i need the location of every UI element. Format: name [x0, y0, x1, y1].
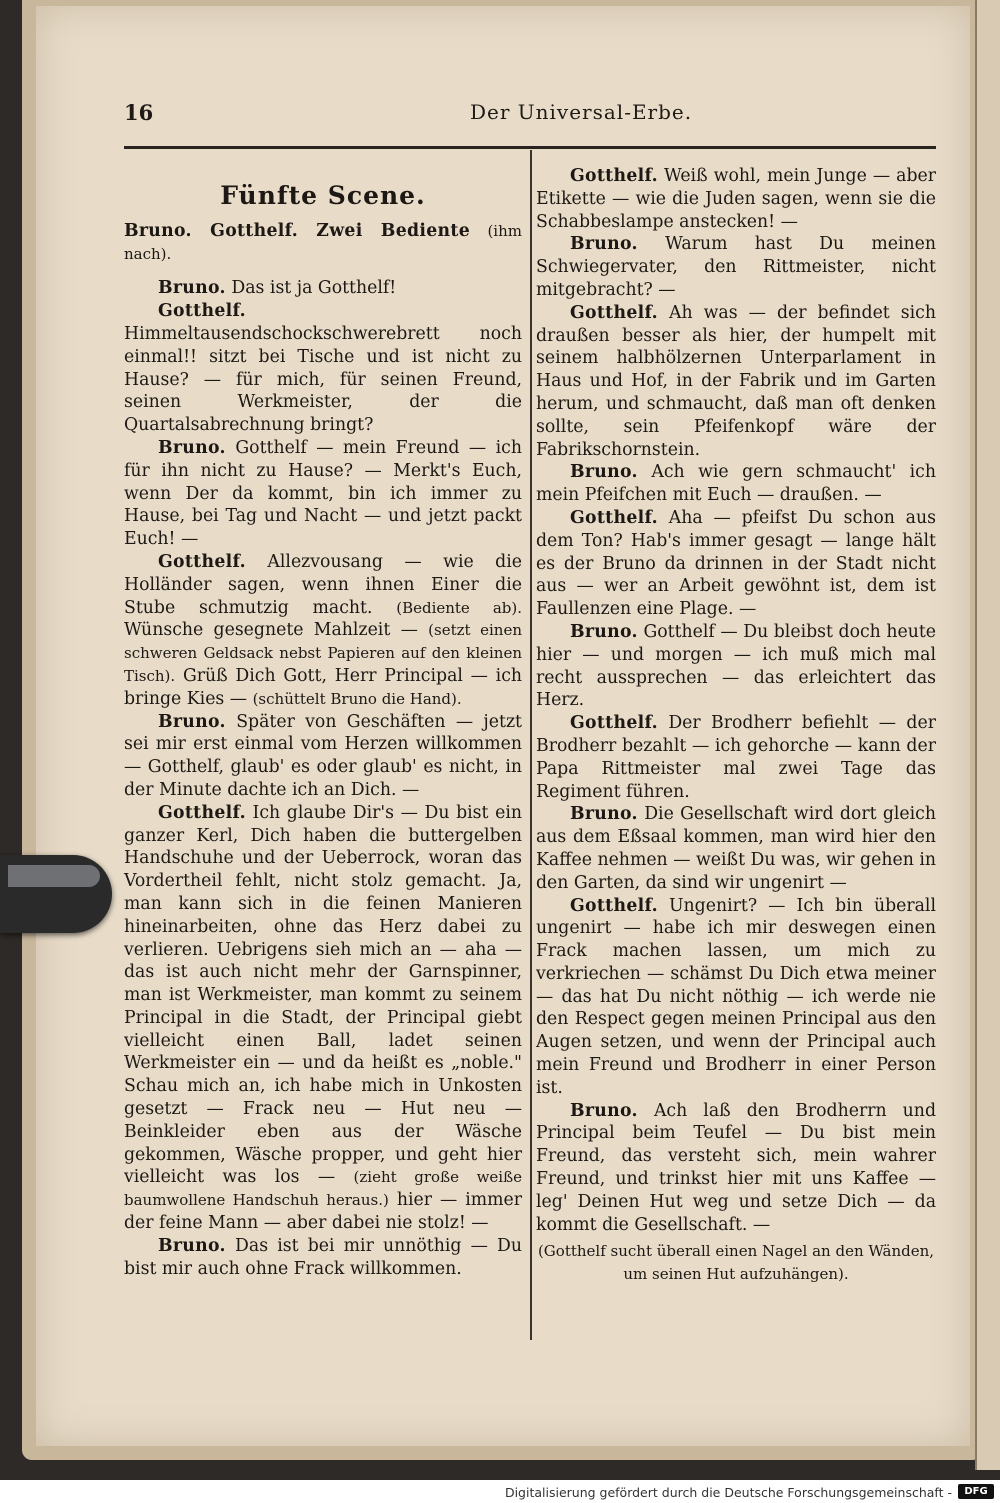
speaker: Bruno.: [570, 621, 638, 642]
dialogue-text: Das ist ja Gotthelf!: [231, 278, 397, 299]
thumb-highlight: [8, 865, 100, 887]
dialogue-paragraph: [124, 802, 522, 1235]
dialogue-paragraph: [536, 507, 936, 621]
stage-direction: (schüttelt Bruno die Hand).: [252, 689, 462, 708]
stage-direction: (Bediente ab).: [396, 598, 522, 617]
speaker: Gotthelf.: [158, 551, 246, 572]
speaker: Bruno.: [158, 437, 226, 458]
funding-notice: Digitalisierung gefördert durch die Deutsche Forschungsgemeinschaft -: [504, 1485, 952, 1500]
dialogue-paragraph: [124, 551, 522, 711]
footer-bar: [0, 1480, 1000, 1503]
dialogue-paragraph: [536, 621, 936, 712]
dialogue-text: Allezvousang — wie die Holländer sagen, wenn ihnen Einer die Stube schmutzig macht.: [124, 551, 522, 618]
dialogue-paragraph: [124, 1235, 522, 1281]
stage-direction: (ihm nach).: [124, 221, 522, 263]
dialogue-paragraph: [124, 300, 522, 437]
speaker: Gotthelf.: [158, 301, 246, 322]
right-column: [536, 165, 936, 1286]
speaker: Gotthelf.: [158, 802, 246, 823]
dialogue-text: Ach laß den Brodherrn und Principal beim Teufel — Du bist mein Freund, das versteht sich, mein wahrer Freund, und trinkst hier mit uns Kaffee — leg' Deinen Hut weg und setze Dich — da kommt die Gesellschaft. —: [536, 1100, 937, 1235]
speaker: Bruno.: [158, 278, 226, 299]
dialogue-text: Gotthelf — mein Freund — ich für ihn nicht zu Hause? — Merkt's Euch, wenn Der da kommt, bin ich immer zu Hause, bei Tag und Nacht — und jetzt packt Euch! —: [124, 437, 522, 550]
dialogue-text: Warum hast Du meinen Schwiegervater, den Rittmeister, nicht mitgebracht? —: [536, 234, 936, 300]
dialogue-paragraph: [124, 437, 522, 551]
dialogue-text: Aha — pfeifst Du schon aus dem Ton? Hab's immer gesagt — lange hält es der Bruno da drinnen in der Stadt nicht aus — wer an Arbeit gewöhnt ist, dem ist Faullenzen eine Plage. —: [536, 507, 936, 620]
speaker: Gotthelf.: [570, 507, 658, 528]
dialogue-text: Ich glaube Dir's — Du bist ein ganzer Kerl, Dich haben die buttergelben Handschuhe und der Ueberrock, woran das Vordertheil fehlt, nicht stolz gemacht. Ja, man kann sich in die feinen Manieren hineinarbeiten, ohne das Herz dabei zu verlieren. Uebrigens sieh mich an — aha — das ist auch nicht mehr der Garnspinner, man ist Werkmeister, man kommt zu seinem Principal in die Stadt, der Principal giebt vielleicht einen Ball, ladet seinen Werkmeister ein — und da heißt es „noble." Schau mich an, ich habe mich in Unkosten gesetzt — Frack neu — Hut neu — Beinkleider eben aus der Wäsche gekommen, Wäsche propper, und geht hier vielleicht was los —: [124, 802, 522, 1188]
left-column: [124, 165, 522, 1280]
dialogue-text: Der Brodherr befiehlt — der Brodherr bezahlt — ich gehorche — kann der Papa Rittmeister mal zwei Tage das Regiment führen.: [536, 713, 936, 802]
dialogue-text: Wünsche gesegnete Mahlzeit —: [124, 620, 418, 641]
dialogue-text: Weiß wohl, mein Junge — aber Etikette — wie die Juden sagen, wenn sie die Schabbeslampe anstecken! —: [536, 166, 937, 232]
dialogue-paragraph: [536, 1100, 936, 1237]
dialogue-text: Später von Geschäften — jetzt sei mir erst einmal vom Herzen willkommen — Gotthelf, glaub' es oder glaub' es nicht, in der Minute dachte ich an Dich. —: [124, 711, 522, 800]
speaker: Bruno.: [570, 234, 638, 255]
dialogue-paragraph: [536, 461, 936, 507]
stage-direction: (setzt einen schweren Geldsack nebst Papieren auf den kleinen Tisch).: [124, 621, 523, 685]
dialogue-text: Gotthelf — Du bleibst doch heute hier — und morgen — ich muß mich mal recht aussprechen — das erleichtert das Herz.: [536, 621, 937, 711]
dialogue-text: Die Gesellschaft wird dort gleich aus dem Eßsaal kommen, man wird hier den Kaffee nehmen — weißt Du was, wir gehen in den Garten, da sind wir ungenirt —: [536, 804, 936, 893]
speaker: Gotthelf.: [570, 302, 658, 323]
speaker: Bruno.: [570, 462, 638, 483]
speaker: Gotthelf.: [570, 713, 658, 734]
dialogue-paragraph: [536, 895, 936, 1100]
scene-heading: Fünfte Scene.: [220, 181, 426, 210]
page-number: 16: [124, 100, 154, 125]
stage-direction: (zieht große weiße baumwollene Handschuh heraus.): [124, 1168, 523, 1210]
speaker: Bruno. Gotthelf. Zwei Bediente: [124, 220, 470, 241]
next-page-edge: [975, 0, 1000, 1470]
speaker: Bruno.: [158, 711, 226, 732]
speaker: Bruno.: [570, 804, 638, 825]
column-divider: [530, 150, 532, 1340]
dialogue-paragraph: [124, 277, 522, 300]
speaker: Gotthelf.: [570, 166, 658, 186]
speaker: Gotthelf.: [570, 895, 658, 916]
dialogue-paragraph: [536, 165, 936, 233]
dialogue-paragraph: [536, 803, 936, 894]
dialogue-text: Das ist bei mir unnöthig — Du bist mir auch ohne Frack willkommen.: [124, 1235, 522, 1279]
thumb-holding-page: [0, 855, 112, 933]
stage-entry: [124, 220, 522, 266]
speaker: Bruno.: [158, 1235, 226, 1256]
dialogue-text: hier — immer der feine Mann — aber dabei nie stolz! —: [124, 1190, 522, 1234]
dialogue-text: Ah was — der befindet sich draußen besser als hier, der humpelt mit seinem halbhölzernen Unterparlament in Haus und Hof, in der Fabrik und im Garten herum, und schmaucht, daß man oft denken sollte, sein Pfeifenkopf wäre der Fabrikschornstein.: [536, 302, 936, 460]
dialogue-paragraph: [536, 712, 936, 803]
running-title: Der Universal-Erbe.: [470, 100, 693, 124]
speaker: Bruno.: [570, 1100, 638, 1121]
dfg-logo: DFG: [958, 1484, 994, 1499]
dialogue-paragraph: [536, 233, 936, 301]
dialogue-text: Ungenirt? — Ich bin überall ungenirt — habe ich mir deswegen einen Frack machen lassen, um mich zu verkriechen — schämst Du Dich etwa meiner — das hat Du nicht nöthig — ich werde nie den Respect gegen meinen Principal aus den Augen setzen, und wenn der Principal auch mein Freund und Brodherr in einer Person ist.: [536, 895, 936, 1098]
dialogue-text: Ach wie gern schmaucht' ich mein Pfeifchen mit Euch — draußen. —: [536, 462, 936, 506]
stage-direction: (Gotthelf sucht überall einen Nagel an den Wänden, um seinen Hut aufzuhängen).: [537, 1242, 935, 1284]
dialogue-paragraph: [124, 711, 522, 802]
dialogue-paragraph: [536, 302, 936, 462]
dialogue-text: Grüß Dich Gott, Herr Principal — ich bringe Kies —: [124, 665, 522, 709]
dialogue-text: Himmeltausendschockschwerebrett noch einmal!! sitzt bei Tische und ist nicht zu Hause? — für mich, für seinen Freund, seinen Werkmeister, der die Quartalsabrechnung bringt?: [124, 323, 522, 436]
header-rule: [124, 146, 936, 149]
